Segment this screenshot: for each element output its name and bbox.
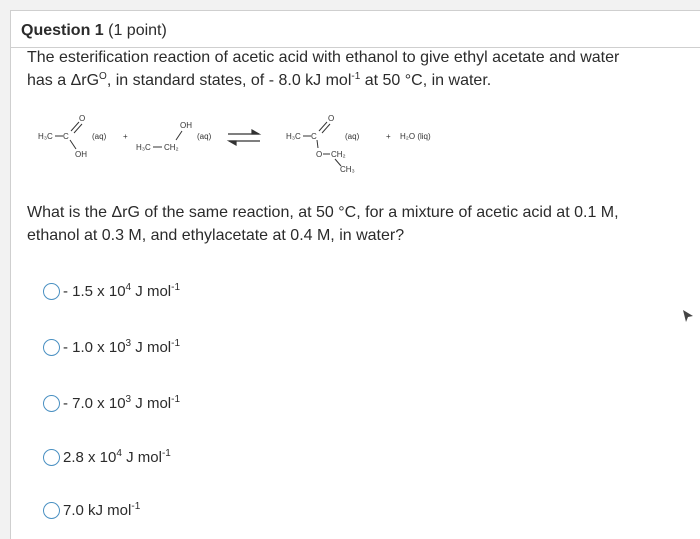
plus-sign-1: + <box>123 132 128 141</box>
svg-text:H₃C: H₃C <box>136 143 151 152</box>
svg-text:CH₂: CH₂ <box>331 150 346 159</box>
svg-text:C: C <box>63 132 69 141</box>
radio-button[interactable] <box>43 449 60 466</box>
svg-text:CH₃: CH₃ <box>340 165 355 174</box>
option-label: 7.0 kJ mol$^{-1}$ <box>63 500 141 519</box>
svg-text:H₃C: H₃C <box>286 132 301 141</box>
answer-option-2[interactable] <box>43 337 180 357</box>
ethanol-structure <box>136 121 212 152</box>
answer-option-4[interactable] <box>43 447 171 467</box>
equilibrium-arrow-icon <box>228 130 260 145</box>
acetic-acid-structure <box>38 114 107 159</box>
question-line-1: What is the ΔrG of the same reaction, at 50 °C, for a mixture of acetic acid at 0.1 M, <box>27 204 619 221</box>
reaction-equation-diagram <box>0 0 700 200</box>
svg-text:(aq): (aq) <box>345 132 360 141</box>
svg-text:C: C <box>311 132 317 141</box>
question-title: Question 1 <box>21 22 104 39</box>
radio-button[interactable] <box>43 395 60 412</box>
question-text <box>27 201 677 247</box>
ethyl-acetate-structure <box>286 114 360 174</box>
svg-text:H₃C: H₃C <box>38 132 53 141</box>
water-formula: H₂O (liq) <box>400 132 431 141</box>
answer-option-3[interactable] <box>43 393 180 413</box>
plus-sign-2: + <box>386 132 391 141</box>
radio-button[interactable] <box>43 283 60 300</box>
question-line-2: ethanol at 0.3 M, and ethylacetate at 0.4 M, in water? <box>27 227 405 244</box>
option-label: - 7.0 x $10^3$ J mol$^{-1}$ <box>63 393 181 412</box>
svg-text:OH: OH <box>180 121 192 130</box>
prompt-line-2: has a ΔrG$^O$, in standard states, of - 8.0 kJ mol$^{-1}$ at 50 °C, in water. <box>27 71 492 89</box>
answer-option-1[interactable] <box>43 281 180 301</box>
svg-text:OH: OH <box>75 150 87 159</box>
radio-button[interactable] <box>43 502 60 519</box>
radio-button[interactable] <box>43 339 60 356</box>
svg-text:O: O <box>79 114 86 123</box>
option-label: 2.8 x $10^4$ J mol$^{-1}$ <box>63 447 171 466</box>
svg-text:(aq): (aq) <box>197 132 212 141</box>
svg-text:O: O <box>316 150 323 159</box>
answer-option-5[interactable] <box>43 500 140 520</box>
prompt-line-1: The esterification reaction of acetic acid with ethanol to give ethyl acetate and water <box>27 49 620 66</box>
svg-text:CH₂: CH₂ <box>164 143 179 152</box>
option-label: - 1.5 x $10^4$ J mol$^{-1}$ <box>63 281 181 300</box>
mouse-cursor-icon <box>683 310 695 324</box>
option-label: - 1.0 x $10^3$ J mol$^{-1}$ <box>63 337 181 356</box>
svg-text:O: O <box>328 114 335 123</box>
question-points: (1 point) <box>103 22 167 39</box>
svg-text:(aq): (aq) <box>92 132 107 141</box>
